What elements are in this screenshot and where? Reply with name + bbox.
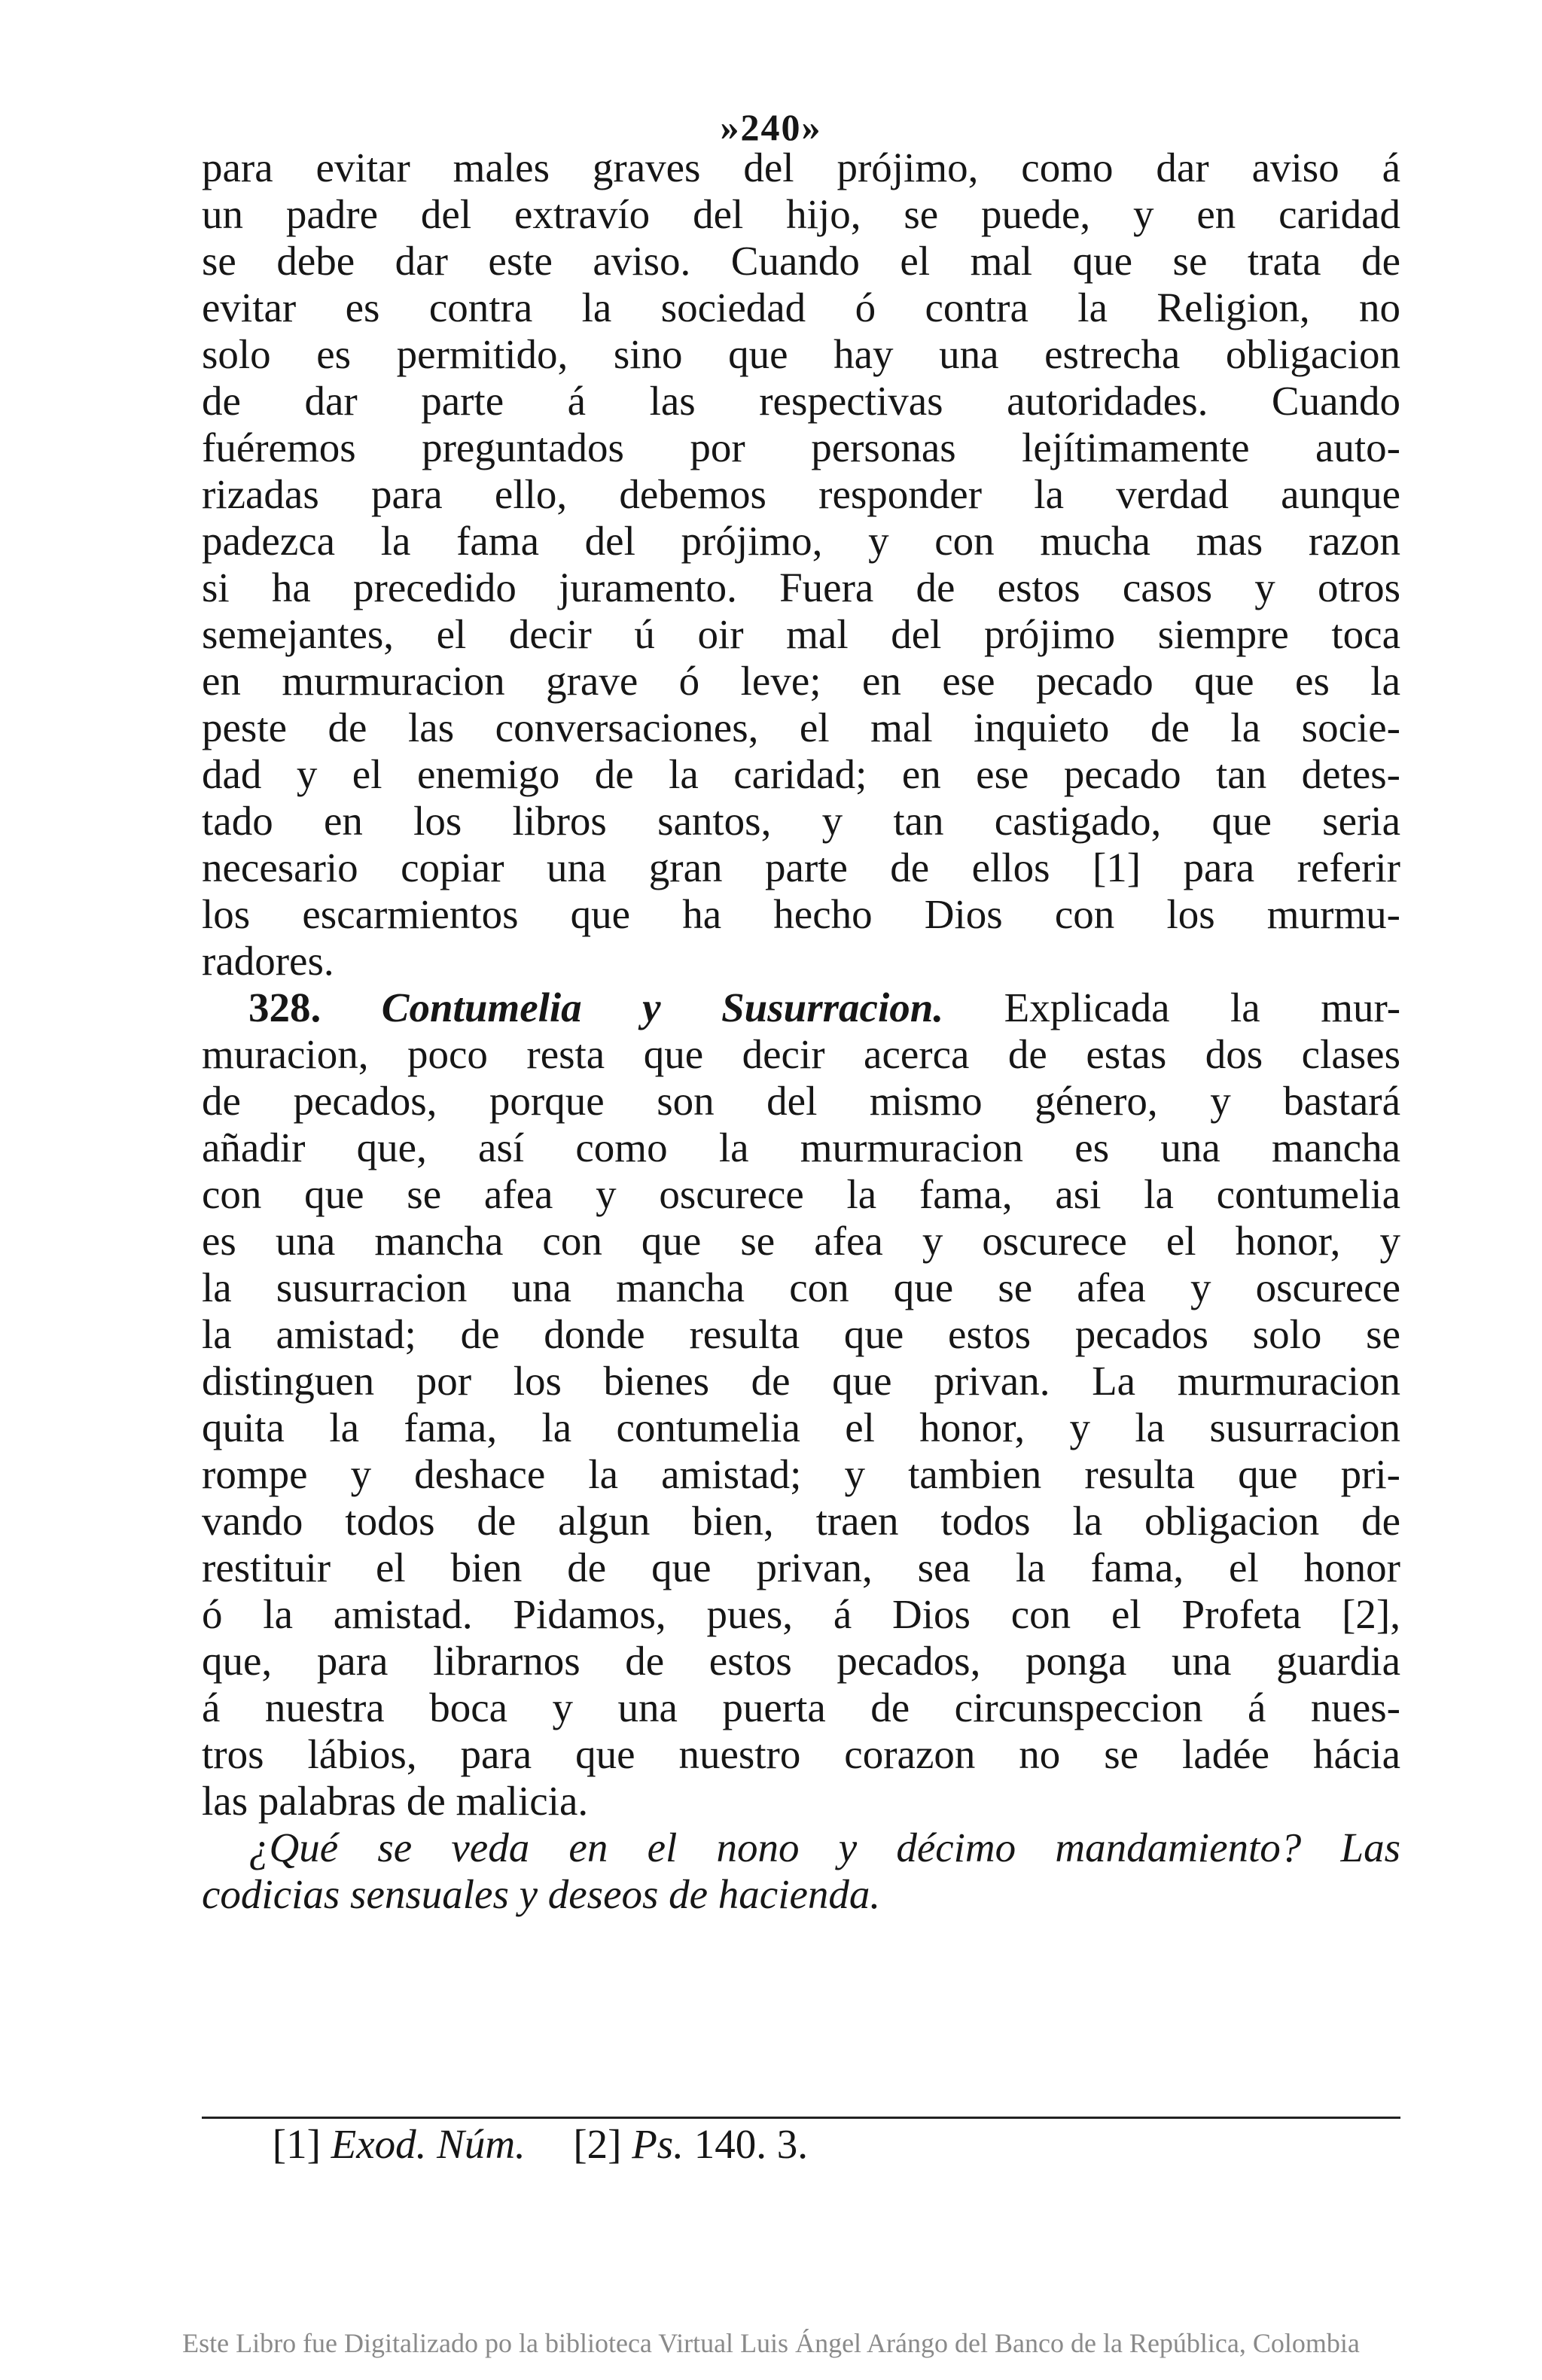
text-line: ó la amistad. Pidamos, pues, á Dios con el Profeta [2],: [202, 1591, 1400, 1637]
question: [202, 1825, 1400, 1918]
text-line: añadir que, así como la murmuracion es una mancha: [202, 1125, 1400, 1170]
text-line: los escarmientos que ha hecho Dios con los murmu-: [202, 891, 1400, 937]
footnote-text-2: Ps.: [632, 2121, 684, 2167]
text-line: la susurracion una mancha con que se afea y oscurece: [202, 1265, 1400, 1310]
text-line: fuéremos preguntados por personas lejítimamente auto-: [202, 425, 1400, 470]
footnotes: [202, 2121, 1400, 2168]
text-line: es una mancha con que se afea y oscurece el honor, y: [202, 1218, 1400, 1264]
text-line: muracion, poco resta que decir acerca de estas dos clases: [202, 1031, 1400, 1077]
text-line: distinguen por los bienes de que privan. La murmuracion: [202, 1358, 1400, 1404]
paragraph-2: [202, 985, 1400, 1825]
text-span: Explicada la mur-: [1004, 985, 1401, 1030]
footnote-marker-2: [2]: [573, 2121, 622, 2167]
text-line: quita la fama, la contumelia el honor, y la susurracion: [202, 1405, 1400, 1450]
text-line: para evitar males graves del prójimo, como dar aviso á: [202, 145, 1400, 190]
text-line: un padre del extravío del hijo, se puede, y en caridad: [202, 191, 1400, 237]
text-line: padezca la fama del prójimo, y con mucha mas razon: [202, 518, 1400, 564]
text-line: radores.: [202, 938, 334, 984]
text-line: de pecados, porque son del mismo género, y bastará: [202, 1078, 1400, 1124]
paragraph-number: 328.: [248, 985, 322, 1030]
text-line: á nuestra boca y una puerta de circunspeccion á nues-: [202, 1685, 1400, 1730]
text-line: tros lábios, para que nuestro corazon no se ladée hácia: [202, 1731, 1400, 1777]
text-line: vando todos de algun bien, traen todos la obligacion de: [202, 1498, 1400, 1544]
text-line: se debe dar este aviso. Cuando el mal que se trata de: [202, 238, 1400, 284]
paragraph-2-first-line: [202, 985, 1400, 1031]
text-line: semejantes, el decir ú oir mal del prójimo siempre toca: [202, 611, 1400, 657]
text-line: solo es permitido, sino que hay una estrecha obligacion: [202, 331, 1400, 377]
text-line: con que se afea y oscurece la fama, asi la contumelia: [202, 1171, 1400, 1217]
footnote-rule: [202, 2117, 1400, 2119]
footnote-text-1: Exod. Núm.: [331, 2121, 526, 2167]
question-line: codicias sensuales y deseos de hacienda.: [202, 1871, 881, 1917]
body-text: [202, 145, 1400, 1918]
text-line: peste de las conversaciones, el mal inquieto de la socie-: [202, 705, 1400, 750]
text-line: las palabras de malicia.: [202, 1778, 589, 1824]
text-line: que, para librarnos de estos pecados, ponga una guardia: [202, 1638, 1400, 1684]
text-line: tado en los libros santos, y tan castigado, que seria: [202, 798, 1400, 844]
digitization-credit: Este Libro fue Digitalizado po la biblioteca Virtual Luis Ángel Arángo del Banco de la República, Colombia: [182, 2328, 1360, 2358]
page-number: »240»: [720, 106, 822, 148]
footnote-marker-1: [1]: [272, 2121, 321, 2167]
text-line: evitar es contra la sociedad ó contra la Religion, no: [202, 285, 1400, 330]
text-line: dad y el enemigo de la caridad; en ese pecado tan detes-: [202, 751, 1400, 797]
text-line: rizadas para ello, debemos responder la verdad aunque: [202, 471, 1400, 517]
text-line: en murmuracion grave ó leve; en ese pecado que es la: [202, 658, 1400, 704]
text-line: de dar parte á las respectivas autoridades. Cuando: [202, 378, 1400, 424]
question-line: ¿Qué se veda en el nono y décimo mandamiento? Las: [248, 1825, 1400, 1870]
footnote-citation-2: 140. 3.: [693, 2121, 808, 2167]
text-line: rompe y deshace la amistad; y tambien resulta que pri-: [202, 1451, 1400, 1497]
text-line: la amistad; de donde resulta que estos pecados solo se: [202, 1311, 1400, 1357]
paragraph-1: [202, 145, 1400, 985]
text-line: restituir el bien de que privan, sea la fama, el honor: [202, 1545, 1400, 1590]
text-line: si ha precedido juramento. Fuera de estos casos y otros: [202, 565, 1400, 610]
section-heading: Contumelia y Susurracion.: [381, 985, 944, 1030]
text-line: necesario copiar una gran parte de ellos [1] para referir: [202, 845, 1400, 890]
